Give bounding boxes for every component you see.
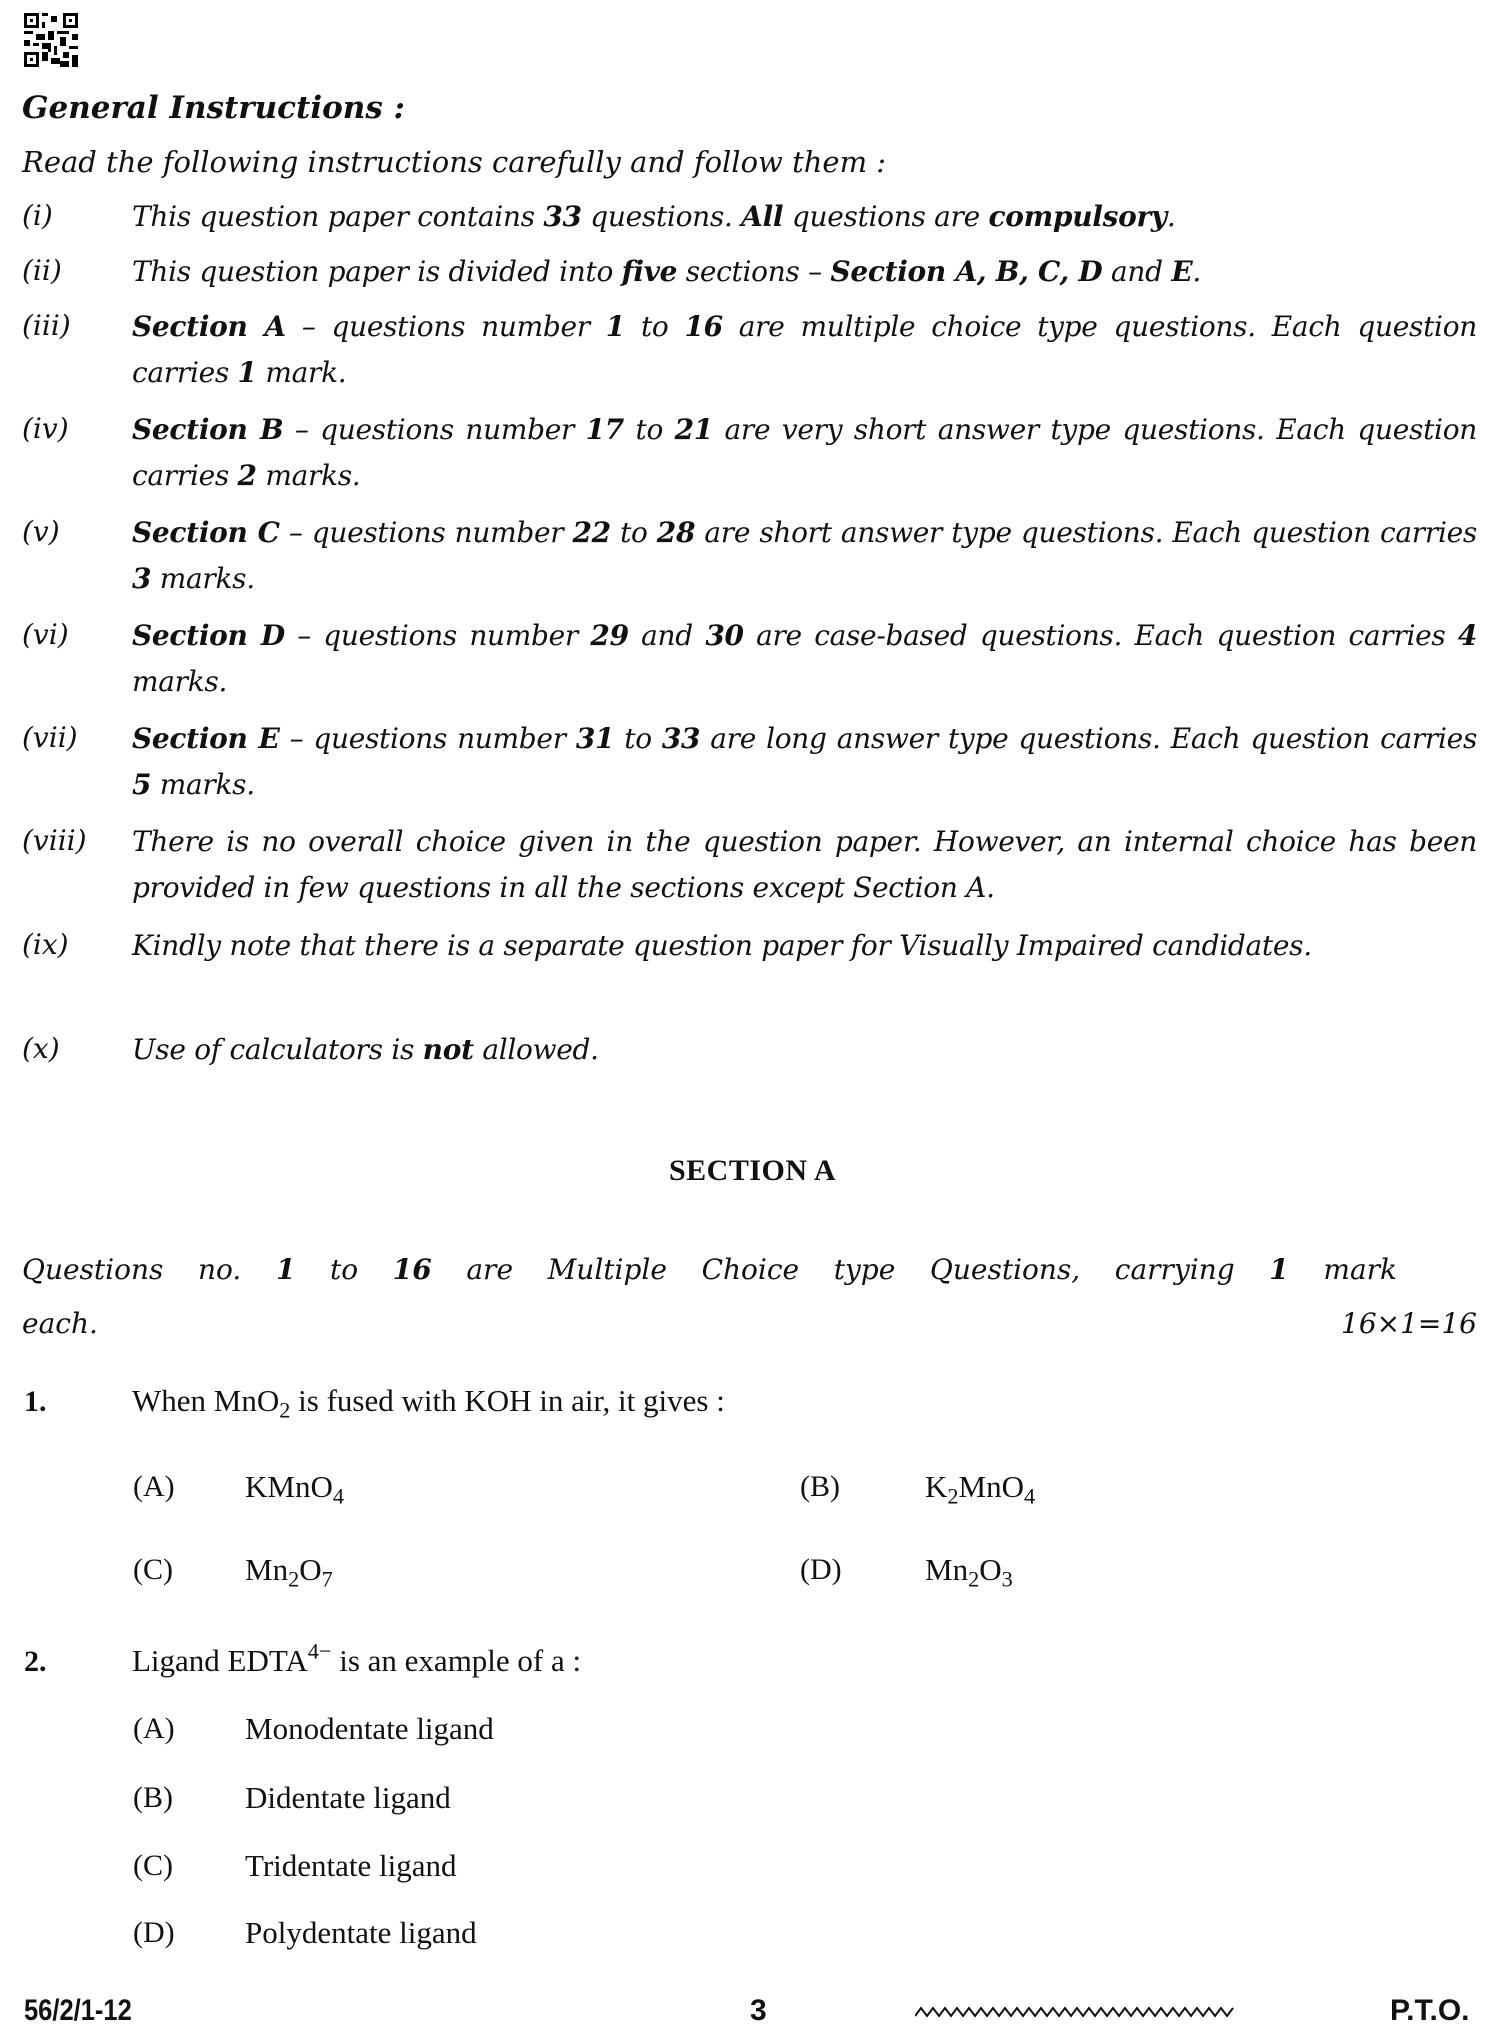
option-value: Monodentate ligand [245, 1711, 494, 1746]
option-value: Didentate ligand [245, 1780, 451, 1815]
paper-code: 56/2/1-12 [24, 1994, 132, 2027]
option-label: (D) [800, 1553, 842, 1586]
instruction-label: (viii) [22, 824, 87, 857]
instruction-text: This question paper contains 33 questions. All questions are compulsory. [132, 200, 1176, 233]
instruction-label: (ix) [22, 928, 69, 961]
instruction-text: Section B – questions number 17 to 21 are very short answer type questions. Each question carries 2 marks. [132, 413, 1477, 492]
question-text: Ligand $EDTA^{4-}$ is an example of a : [132, 1638, 582, 1678]
instruction-text: Section D – questions number 29 and 30 are case-based questions. Each question carries 4 marks. [132, 619, 1478, 698]
instruction-label: (ii) [22, 254, 62, 287]
option-label: (B) [800, 1470, 840, 1503]
option-label: (A) [133, 1470, 175, 1503]
instruction-text: There is no overall choice given in the question paper. However, an internal choice has been provided in few questions in all the sections except Section A. [132, 825, 1477, 904]
option-value: Tridentate ligand [245, 1848, 457, 1883]
instruction-label: (iii) [22, 309, 71, 342]
instructions-intro: Read the following instructions carefully and follow them : [22, 145, 887, 179]
option-label: (C) [133, 1849, 173, 1882]
section-description-line1: Questions no. 1 to 16 are Multiple Choice type Questions, carrying 1 mark [22, 1253, 1397, 1286]
section-marks: 16×1=16 [1341, 1307, 1477, 1340]
question-number: 2. [24, 1645, 47, 1678]
option-value: $Mn_2O_3$ [925, 1552, 1013, 1592]
instruction-text: Use of calculators is not allowed. [132, 1033, 599, 1066]
option-label: (C) [133, 1553, 173, 1586]
instruction-text: Section A – questions number 1 to 16 are multiple choice type questions. Each question carries 1 mark. [132, 310, 1477, 389]
qr-code-icon [24, 13, 78, 67]
instruction-text: This question paper is divided into five sections – Section A, B, C, D and E. [132, 255, 1202, 288]
question-number: 1. [24, 1385, 47, 1418]
section-title: SECTION A [668, 1154, 837, 1187]
page-number: 3 [750, 1994, 767, 2027]
instruction-text: Section E – questions number 31 to 33 are long answer type questions. Each question carries 5 marks. [132, 722, 1478, 801]
wavy-line-icon [915, 2004, 1235, 2020]
instruction-label: (v) [22, 515, 60, 548]
instruction-label: (iv) [22, 412, 69, 445]
section-description [22, 1243, 1477, 1351]
instruction-label: (i) [22, 199, 53, 232]
instruction-text: Section C – questions number 22 to 28 are short answer type questions. Each question carries 3 marks. [132, 516, 1477, 595]
instruction-label: (vi) [22, 618, 69, 651]
please-turn-over: P.T.O. [1390, 1994, 1470, 2027]
general-instructions-heading: General Instructions : [22, 90, 406, 126]
option-label: (D) [133, 1916, 175, 1949]
instruction-text: Kindly note that there is a separate question paper for Visually Impaired candidates. [132, 929, 1312, 962]
question-text: When MnO$_2$ is fused with KOH in air, it gives : [132, 1383, 725, 1423]
section-description-line2: each. [22, 1307, 98, 1340]
instruction-label: (x) [22, 1032, 60, 1065]
option-value: KMnO$_4$ [245, 1469, 344, 1509]
option-label: (B) [133, 1781, 173, 1814]
option-label: (A) [133, 1712, 175, 1745]
instruction-label: (vii) [22, 721, 78, 754]
option-value: $K_2MnO_4$ [925, 1469, 1036, 1509]
option-value: $Mn_2O_7$ [245, 1552, 333, 1592]
option-value: Polydentate ligand [245, 1915, 477, 1950]
